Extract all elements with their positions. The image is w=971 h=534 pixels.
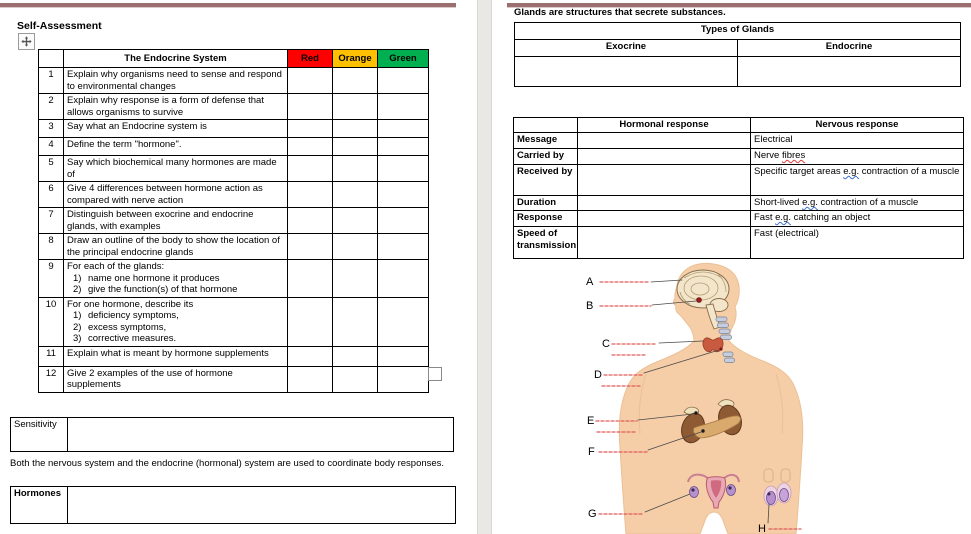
assessment-row <box>39 120 429 138</box>
red-answer-cell[interactable] <box>288 120 333 138</box>
grammar-marked-text: e.g. <box>802 197 818 208</box>
move-cross-icon <box>21 36 32 47</box>
orange-answer-cell[interactable] <box>333 346 378 366</box>
endocrine-answer-cell[interactable] <box>738 57 961 87</box>
orange-answer-cell[interactable] <box>333 120 378 138</box>
orange-answer-cell[interactable] <box>333 156 378 182</box>
green-answer-cell[interactable] <box>378 182 429 208</box>
response-comparison-table <box>513 117 964 259</box>
response-row <box>514 196 964 211</box>
left-ovary <box>690 487 699 498</box>
green-answer-cell[interactable] <box>378 138 429 156</box>
green-answer-cell[interactable] <box>378 234 429 260</box>
label-D: D <box>594 369 602 381</box>
row-description: Explain why organisms need to sense and respond to environmental changes <box>64 68 288 94</box>
label-F: F <box>588 446 595 458</box>
sub-item: 2) excess symptoms, <box>73 321 167 333</box>
response-row-label: Received by <box>514 165 578 196</box>
page-title: Self-Assessment <box>17 20 102 32</box>
page-border-top-left <box>0 3 456 8</box>
row-number: 2 <box>39 94 64 120</box>
hormones-box <box>10 486 456 524</box>
green-answer-cell[interactable] <box>378 68 429 94</box>
red-answer-cell[interactable] <box>288 366 333 392</box>
hormonal-response-header: Hormonal response <box>578 118 751 133</box>
parathyroid-dot <box>719 347 722 350</box>
sub-item: 2) give the function(s) of that hormone <box>73 284 238 295</box>
row-description: Say which biochemical many hormones are made of <box>64 156 288 182</box>
label-A: A <box>586 276 594 288</box>
red-answer-cell[interactable] <box>288 297 333 346</box>
adrenal-pointer-dot <box>694 411 697 414</box>
grammar-marked-text: e.g. <box>843 166 860 177</box>
rag-header-red: Red <box>288 50 333 68</box>
hormones-label: Hormones <box>11 487 68 524</box>
sub-item: 1) deficiency symptoms, <box>73 310 179 321</box>
right-testis <box>780 489 789 502</box>
red-answer-cell[interactable] <box>288 68 333 94</box>
row-description: Draw an outline of the body to show the location of the principal endocrine glands <box>64 234 288 260</box>
pancreas-pointer-dot <box>701 429 704 432</box>
label-B: B <box>586 300 594 312</box>
hormonal-answer-cell[interactable] <box>578 165 751 196</box>
endocrine-body-diagram <box>560 262 970 534</box>
orange-answer-cell[interactable] <box>333 68 378 94</box>
hormonal-answer-cell[interactable] <box>578 211 751 227</box>
assessment-row <box>39 94 429 120</box>
nervous-response-header: Nervous response <box>751 118 964 133</box>
grammar-marked-text: e.g. <box>775 212 791 223</box>
nervous-value-cell: Electrical <box>751 133 964 149</box>
red-answer-cell[interactable] <box>288 156 333 182</box>
row-description: For each of the glands: 1) name one hormone it produces 2) give the function(s) of that hormone <box>64 260 288 298</box>
right-ovary <box>727 485 736 496</box>
hormonal-answer-cell[interactable] <box>578 133 751 149</box>
sub-item: 1) name one hormone it produces <box>73 272 220 284</box>
row-number: 9 <box>39 260 64 298</box>
row-description: For one hormone, describe its 1) deficiency symptoms, 2) excess symptoms, 3) corrective measures. <box>64 297 288 346</box>
assessment-row <box>39 138 429 156</box>
response-row <box>514 165 964 196</box>
self-assessment-table <box>38 49 429 393</box>
testis-pointer-dot <box>768 493 771 496</box>
green-answer-cell[interactable] <box>378 366 429 392</box>
row-number: 1 <box>39 68 64 94</box>
orange-answer-cell[interactable] <box>333 297 378 346</box>
red-answer-cell[interactable] <box>288 260 333 298</box>
row-number: 10 <box>39 297 64 346</box>
response-row <box>514 211 964 227</box>
nervous-value-cell: Nerve fibres <box>751 149 964 165</box>
green-answer-cell[interactable] <box>378 208 429 234</box>
assessment-header-row <box>39 50 429 68</box>
exocrine-header: Exocrine <box>515 40 738 57</box>
assessment-row <box>39 182 429 208</box>
sensitivity-label: Sensitivity <box>11 418 68 452</box>
sub-item: 3) corrective measures. <box>73 333 177 344</box>
red-answer-cell[interactable] <box>288 182 333 208</box>
label-H: H <box>758 523 766 534</box>
red-answer-cell[interactable] <box>288 94 333 120</box>
assessment-row <box>39 234 429 260</box>
exocrine-answer-cell[interactable] <box>515 57 738 87</box>
orange-answer-cell[interactable] <box>333 182 378 208</box>
row-description: Give 2 examples of the use of hormone supplements <box>64 366 288 392</box>
orange-answer-cell[interactable] <box>333 138 378 156</box>
response-row-label: Message <box>514 133 578 149</box>
glands-table-title: Types of Glands <box>515 23 961 40</box>
row-description: Give 4 differences between hormone action as compared with nerve action <box>64 182 288 208</box>
green-answer-cell[interactable] <box>378 156 429 182</box>
green-answer-cell[interactable] <box>378 346 429 366</box>
response-row-label: Speed of transmission <box>514 227 578 259</box>
assessment-row <box>39 297 429 346</box>
hormonal-answer-cell[interactable] <box>578 196 751 211</box>
hormonal-answer-cell[interactable] <box>578 227 751 259</box>
row-number: 7 <box>39 208 64 234</box>
row-description: Define the term "hormone". <box>64 138 288 156</box>
assessment-row <box>39 260 429 298</box>
hormones-answer-cell[interactable] <box>68 487 456 524</box>
row-description: Explain why response is a form of defense that allows organisms to survive <box>64 94 288 120</box>
green-answer-cell[interactable] <box>378 260 429 298</box>
orange-answer-cell[interactable] <box>333 366 378 392</box>
red-answer-cell[interactable] <box>288 234 333 260</box>
corner-cell <box>39 50 64 68</box>
coordination-paragraph: Both the nervous system and the endocrine (hormonal) system are used to coordinate body responses. <box>10 458 445 469</box>
row-number: 11 <box>39 346 64 366</box>
green-answer-cell[interactable] <box>378 297 429 346</box>
assessment-row <box>39 346 429 366</box>
orange-answer-cell[interactable] <box>333 208 378 234</box>
subject-header: The Endocrine System <box>64 50 288 68</box>
rag-header-green: Green <box>378 50 429 68</box>
label-E: E <box>587 415 595 427</box>
red-answer-cell[interactable] <box>288 208 333 234</box>
assessment-row <box>39 68 429 94</box>
types-of-glands-table <box>514 22 961 87</box>
row-description: Explain what is meant by hormone supplements <box>64 346 288 366</box>
table-move-handle[interactable] <box>18 33 35 50</box>
response-row <box>514 227 964 259</box>
row-number: 3 <box>39 120 64 138</box>
green-answer-cell[interactable] <box>378 94 429 120</box>
row-number: 4 <box>39 138 64 156</box>
assessment-row <box>39 366 429 392</box>
row-number: 8 <box>39 234 64 260</box>
red-answer-cell[interactable] <box>288 138 333 156</box>
spelling-marked-text: fibres <box>781 150 806 161</box>
table-resize-handle[interactable] <box>428 367 442 381</box>
response-row-label: Carried by <box>514 149 578 165</box>
response-row-label: Response <box>514 211 578 227</box>
orange-answer-cell[interactable] <box>333 234 378 260</box>
hormonal-answer-cell[interactable] <box>578 149 751 165</box>
glands-intro: Glands are structures that secrete substances. <box>514 7 726 18</box>
assessment-row <box>39 156 429 182</box>
assessment-row <box>39 208 429 234</box>
row-description: Distinguish between exocrine and endocrine glands, with examples <box>64 208 288 234</box>
orange-answer-cell[interactable] <box>333 260 378 298</box>
label-G: G <box>588 508 597 520</box>
pituitary-gland <box>697 298 702 303</box>
nervous-value-cell: Fast (electrical) <box>751 227 964 259</box>
response-header-row <box>514 118 964 133</box>
row-description: Say what an Endocrine system is <box>64 120 288 138</box>
nervous-value-cell: Short-lived e.g. contraction of a muscle <box>751 196 964 211</box>
response-row <box>514 149 964 165</box>
sensitivity-answer-cell[interactable] <box>68 418 454 452</box>
row-number: 6 <box>39 182 64 208</box>
endocrine-header: Endocrine <box>738 40 961 57</box>
row-number: 5 <box>39 156 64 182</box>
orange-answer-cell[interactable] <box>333 94 378 120</box>
rag-header-orange: Orange <box>333 50 378 68</box>
green-answer-cell[interactable] <box>378 120 429 138</box>
page-gap <box>477 0 492 534</box>
sensitivity-box <box>10 417 454 452</box>
response-row <box>514 133 964 149</box>
row-number: 12 <box>39 366 64 392</box>
nervous-value-cell: Fast e.g. catching an object <box>751 211 964 227</box>
corner-cell <box>514 118 578 133</box>
red-answer-cell[interactable] <box>288 346 333 366</box>
response-row-label: Duration <box>514 196 578 211</box>
label-C: C <box>602 338 610 350</box>
nervous-value-cell: Specific target areas e.g. contraction of a muscle <box>751 165 964 196</box>
